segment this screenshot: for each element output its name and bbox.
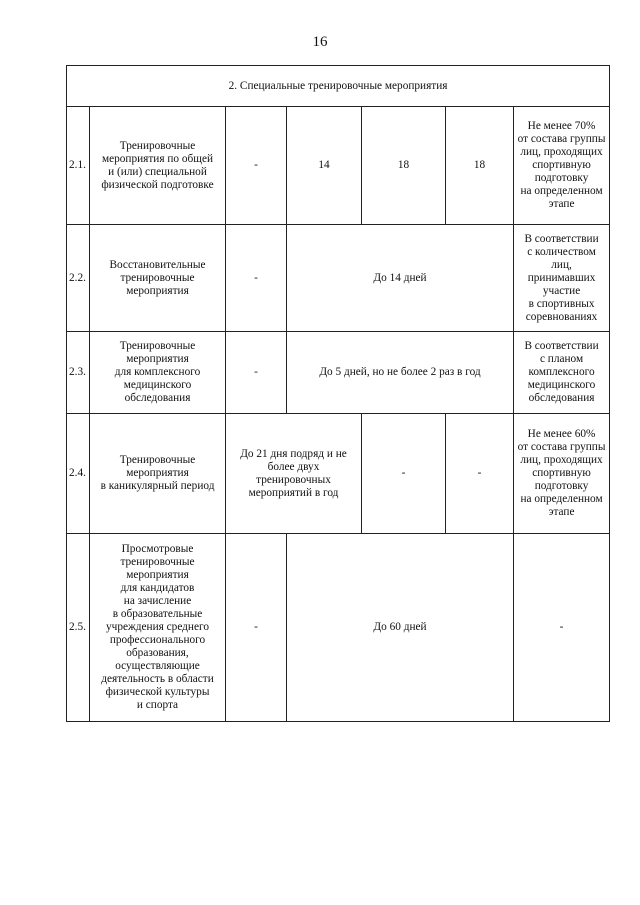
value-cell: 18: [446, 107, 514, 225]
row-number: 2.4.: [67, 414, 90, 534]
merged-value-cell: До 21 дня подряд и не более двух тренировочных мероприятий в год: [226, 414, 362, 534]
page-number: 16: [312, 34, 328, 50]
merged-value-cell: До 60 дней: [287, 534, 514, 722]
activity-name: Тренировочные мероприятия по общей и (или) специальной физической подготовке: [90, 107, 226, 225]
value-cell: -: [446, 414, 514, 534]
activity-name: Просмотровые тренировочные мероприятия для кандидатов на зачисление в образовательные учреждения среднего профессионального образования, осуществляющие деятельность в области физической культуры и спорта: [90, 534, 226, 722]
merged-value-cell: До 5 дней, но не более 2 раз в год: [287, 332, 514, 414]
value-cell: 14: [287, 107, 362, 225]
value-cell: -: [514, 534, 610, 722]
merged-value-cell: До 14 дней: [287, 225, 514, 332]
activity-name: Восстановительные тренировочные мероприятия: [90, 225, 226, 332]
row-number: 2.3.: [67, 332, 90, 414]
table-row: [67, 107, 610, 225]
value-cell: 18: [362, 107, 446, 225]
table-row: [67, 225, 610, 332]
activity-name: Тренировочные мероприятия в каникулярный период: [90, 414, 226, 534]
value-cell: -: [362, 414, 446, 534]
value-cell: -: [226, 332, 287, 414]
note-cell: В соответствии с количеством лиц, принимавших участие в спортивных соревнованиях: [514, 225, 610, 332]
row-number: 2.2.: [67, 225, 90, 332]
table-row: [67, 414, 610, 534]
row-number: 2.5.: [67, 534, 90, 722]
training-activities-table: [66, 65, 610, 722]
value-cell: -: [226, 225, 287, 332]
value-cell: -: [226, 534, 287, 722]
section-title: 2. Специальные тренировочные мероприятия: [67, 66, 610, 107]
note-cell: Не менее 60% от состава группы лиц, проходящих спортивную подготовку на определенном этапе: [514, 414, 610, 534]
table-row: [67, 534, 610, 722]
activity-name: Тренировочные мероприятия для комплексного медицинского обследования: [90, 332, 226, 414]
note-cell: Не менее 70% от состава группы лиц, проходящих спортивную подготовку на определенном этапе: [514, 107, 610, 225]
value-cell: -: [226, 107, 287, 225]
table-row: [67, 332, 610, 414]
section-header-row: [67, 66, 610, 107]
note-cell: В соответствии с планом комплексного медицинского обследования: [514, 332, 610, 414]
row-number: 2.1.: [67, 107, 90, 225]
